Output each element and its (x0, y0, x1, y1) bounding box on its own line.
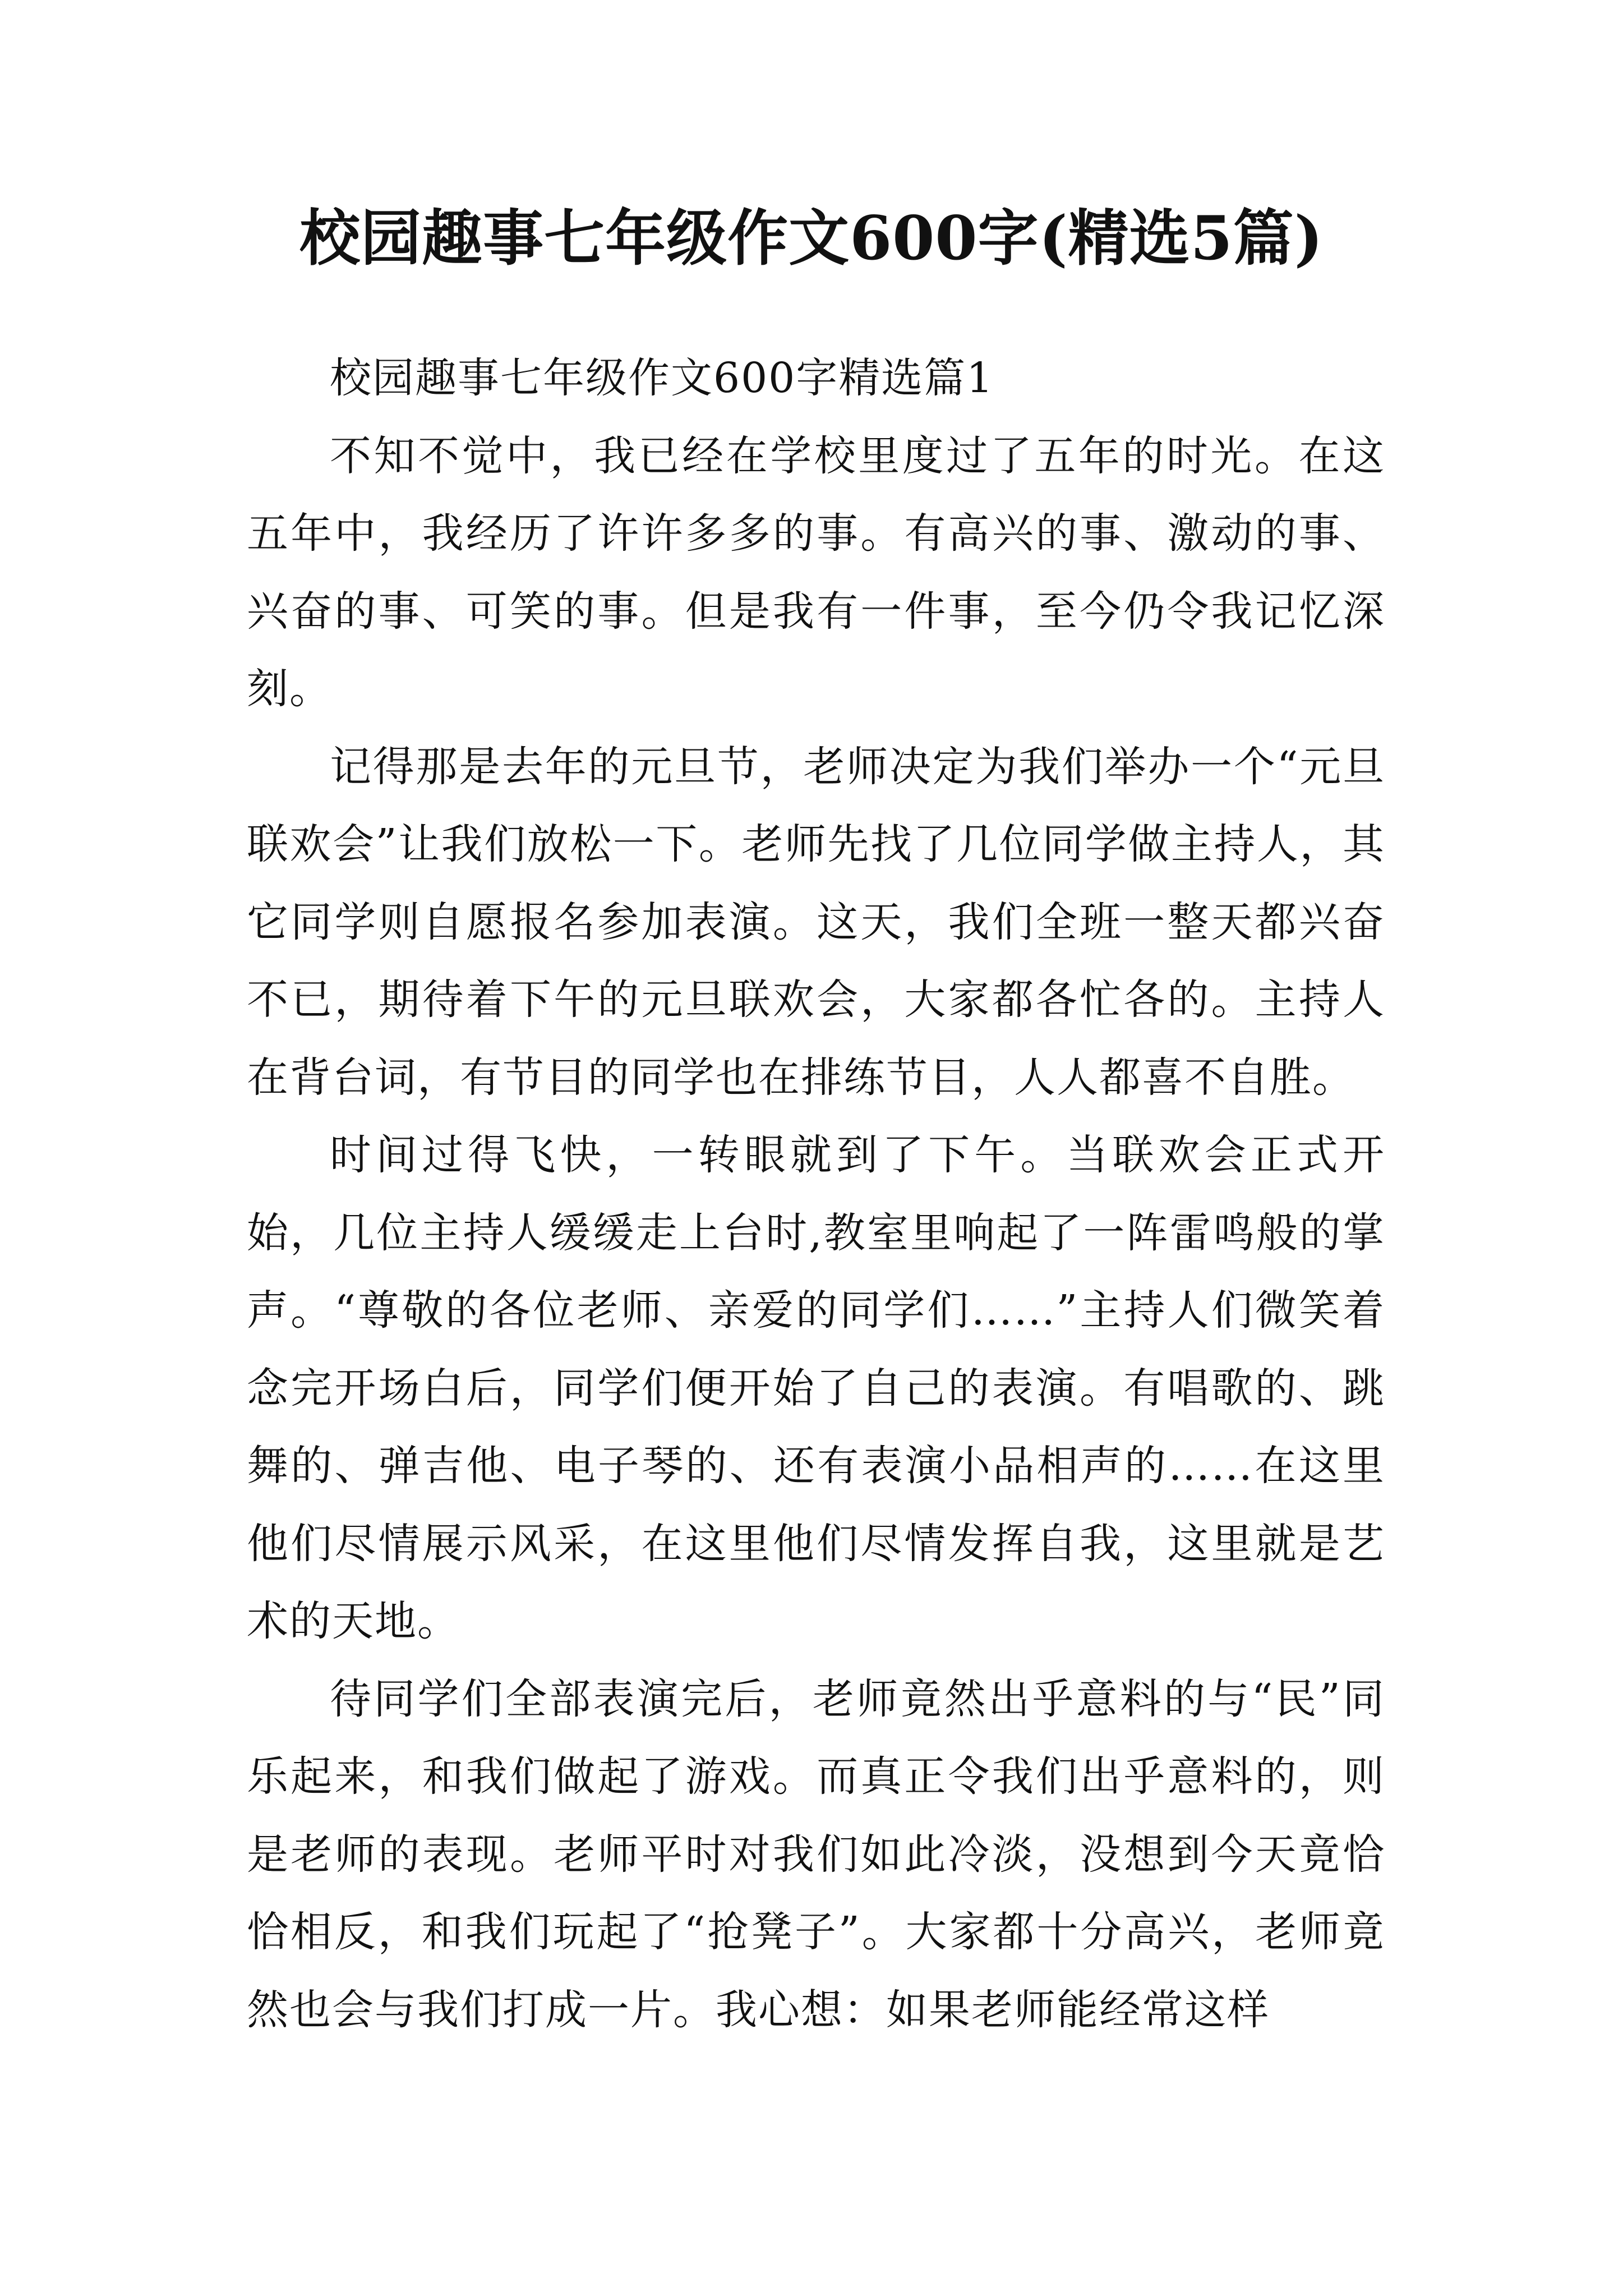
paragraph: 不知不觉中，我已经在学校里度过了五年的时光。在这五年中，我经历了许许多多的事。有高兴的事、激动的事、兴奋的事、可笑的事。但是我有一件事，至今仍令我记忆深刻。 (247, 431, 1385, 713)
paragraph: 记得那是去年的元旦节，老师决定为我们举办一个“元旦联欢会”让我们放松一下。老师先找了几位同学做主持人，其它同学则自愿报名参加表演。这天，我们全班一整天都兴奋不已，期待着下午的元旦联欢会，大家都各忙各的。主持人在背台词，有节目的同学也在排练节目，人人都喜不自胜。 (247, 742, 1385, 1102)
document-body (247, 339, 1385, 2049)
section-heading: 校园趣事七年级作文600字精选篇1 (330, 354, 994, 402)
paragraph: 待同学们全部表演完后，老师竟然出乎意料的与“民”同乐起来，和我们做起了游戏。而真正令我们出乎意料的，则是老师的表现。老师平时对我们如此冷淡，没想到今天竟恰恰相反，和我们玩起了“抢凳子”。大家都十分高兴，老师竟然也会与我们打成一片。我心想：如果老师能经常这样 (247, 1674, 1385, 2034)
document-title: 校园趣事七年级作文600字(精选5篇) (299, 203, 1324, 274)
paragraph: 时间过得飞快，一转眼就到了下午。当联欢会正式开始，几位主持人缓缓走上台时,教室里响起了一阵雷鸣般的掌声。“尊敬的各位老师、亲爱的同学们……”主持人们微笑着念完开场白后，同学们便开始了自己的表演。有唱歌的、跳舞的、弹吉他、电子琴的、还有表演小品相声的……在这里他们尽情展示风采，在这里他们尽情发挥自我，这里就是艺术的天地。 (247, 1131, 1385, 1645)
